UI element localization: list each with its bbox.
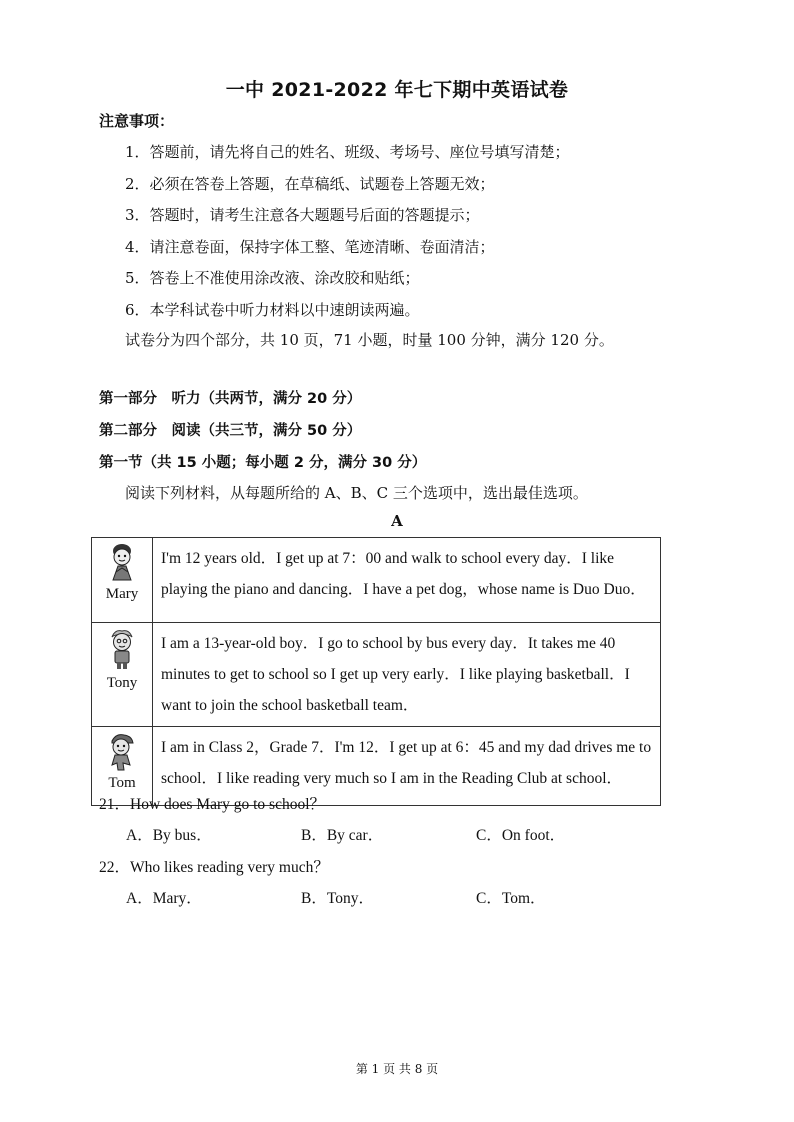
part2-heading: 第二部分 阅读（共三节，满分 50 分） <box>99 423 362 439</box>
notice-item: 5．答卷上不准使用涂改液、涂改胶和贴纸； <box>125 269 420 287</box>
person-cell <box>92 538 153 623</box>
notice-item: 6．本学科试卷中听力材料以中速朗读两遍。 <box>125 300 420 319</box>
person-name: Tony <box>106 675 138 691</box>
person-text: I am a 13-year-old boy．I go to school by bus every day．It takes me 40 minutes to get to school so I get up very early．I like playing basketball．I want to join the school basketball team． <box>153 623 661 727</box>
question-21-option-b[interactable]: B．By car． <box>301 827 384 844</box>
question-22-option-b[interactable]: B．Tony． <box>301 890 374 907</box>
notice-list <box>125 140 570 329</box>
passage-table <box>91 537 661 806</box>
person-text: I'm 12 years old．I get up at 7：00 and walk to school every day．I like playing the piano and dancing．I have a pet dog，whose name is Duo Duo． <box>153 538 661 623</box>
question-22-option-c[interactable]: C．Tom． <box>476 890 546 907</box>
person-text: I am in Class 2，Grade 7．I'm 12．I get up at 6：45 and my dad drives me to school．I like reading very much so I am in the Reading Club at school． <box>153 727 661 806</box>
question-21-stem: 21．How does Mary go to school？ <box>99 796 326 813</box>
notice-item: 1．答题前，请先将自己的姓名、班级、考场号、座位号填写清楚； <box>125 143 570 161</box>
exam-summary: 试卷分为四个部分，共 10 页，71 小题，时量 100 分钟，满分 120 分。 <box>125 331 614 349</box>
person-name: Tom <box>108 775 136 791</box>
notice-item: 2．必须在答卷上答题，在草稿纸、试题卷上答题无效； <box>125 174 495 193</box>
page-footer: 第 1 页 共 8 页 <box>355 1062 439 1076</box>
passage-letter: A <box>391 512 403 530</box>
person-name: Mary <box>105 586 139 602</box>
girl-avatar-icon <box>107 542 137 582</box>
notice-item: 3．答题时，请考生注意各大题题号后面的答题提示； <box>125 206 480 224</box>
question-22-stem: 22．Who likes reading very much？ <box>99 859 329 876</box>
page-title: 一中 2021-2022 年七下期中英语试卷 <box>225 79 569 101</box>
reading-instruction: 阅读下列材料，从每题所给的 A、B、C 三个选项中，选出最佳选项。 <box>125 484 588 502</box>
question-21-option-a[interactable]: A．By bus． <box>126 827 212 844</box>
boy-avatar-icon <box>106 731 138 771</box>
section1-heading: 第一节（共 15 小题；每小题 2 分，满分 30 分） <box>99 455 427 471</box>
question-21-option-c[interactable]: C．On foot． <box>476 827 566 844</box>
part1-heading: 第一部分 听力（共两节，满分 20 分） <box>99 391 362 407</box>
table-row <box>92 623 661 727</box>
boy-avatar-icon <box>107 627 137 671</box>
notice-heading: 注意事项： <box>99 112 175 130</box>
person-cell <box>92 623 153 727</box>
question-22-option-a[interactable]: A．Mary． <box>126 890 202 907</box>
table-row <box>92 538 661 623</box>
notice-item: 4．请注意卷面，保持字体工整、笔迹清晰、卷面清洁； <box>125 237 495 256</box>
